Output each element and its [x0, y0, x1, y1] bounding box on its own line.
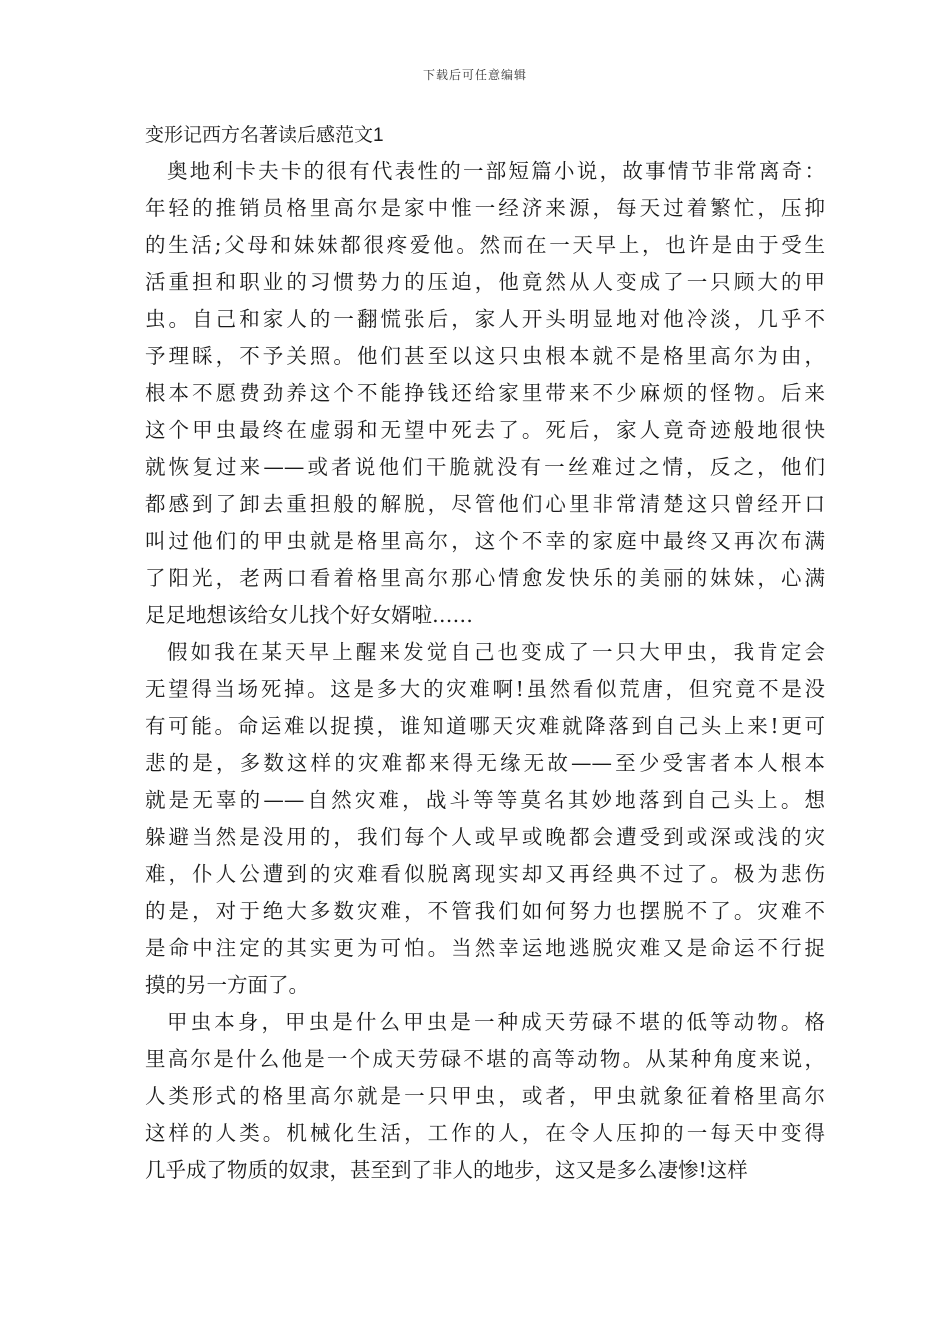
paragraph-line: 人类形式的格里高尔就是一只甲虫，或者，甲虫就象征着格里高尔 [145, 1084, 825, 1108]
paragraph-line: 就是无辜的——自然灾难，战斗等等莫名其妙地落到自己头上。想 [145, 788, 825, 812]
paragraph-line: 就恢复过来——或者说他们干脆就没有一丝难过之情，反之，他们 [145, 455, 825, 479]
paragraph-line: 这样的人类。机械化生活，工作的人，在令人压抑的一每天中变得 [145, 1121, 825, 1145]
paragraph-line: 难，仆人公遭到的灾难看似脱离现实却又再经典不过了。极为悲伤 [145, 862, 825, 886]
paragraph-line: 的生活;父母和妹妹都很疼爱他。然而在一天早上，也许是由于受生 [145, 233, 825, 257]
paragraph-line: 予理睬，不予关照。他们甚至以这只虫根本就不是格里高尔为由， [145, 344, 825, 368]
paragraph-line: 摸的另一方面了。 [145, 973, 309, 997]
paragraph-line: 无望得当场死掉。这是多大的灾难啊!虽然看似荒唐，但究竟不是没 [145, 677, 825, 701]
paragraph-line: 这个甲虫最终在虚弱和无望中死去了。死后，家人竟奇迹般地很快 [145, 418, 825, 442]
paragraph-line: 是命中注定的其实更为可怕。当然幸运地逃脱灾难又是命运不行捉 [145, 936, 825, 960]
paragraph-line: 年轻的推销员格里高尔是家中惟一经济来源，每天过着繁忙，压抑 [145, 196, 825, 220]
paragraph-line: 根本不愿费劲养这个不能挣钱还给家里带来不少麻烦的怪物。后来 [145, 381, 825, 405]
paragraph-line: 悲的是，多数这样的灾难都来得无缘无故——至少受害者本人根本 [145, 751, 825, 775]
paragraph-line: 里高尔是什么他是一个成天劳碌不堪的高等动物。从某种角度来说， [145, 1047, 825, 1071]
paragraph-line: 了阳光，老两口看着格里高尔那心情愈发快乐的美丽的妹妹，心满 [145, 566, 825, 590]
title-number: 1 [373, 125, 384, 146]
paragraph-line: 的是，对于绝大多数灾难，不管我们如何努力也摆脱不了。灾难不 [145, 899, 825, 923]
paragraph-line: 几乎成了物质的奴隶，甚至到了非人的地步，这又是多么凄惨!这样 [145, 1158, 748, 1182]
page-header-note: 下载后可任意编辑 [422, 68, 527, 82]
paragraph [145, 153, 825, 634]
paragraph [145, 634, 825, 1004]
paragraph-line: 有可能。命运难以捉摸，谁知道哪天灾难就降落到自己头上来!更可 [145, 714, 825, 738]
paragraph-line: 叫过他们的甲虫就是格里高尔，这个不幸的家庭中最终又再次布满 [145, 529, 825, 553]
title-text: 变形记西方名著读后感范文 [145, 124, 374, 146]
paragraph-line: 躲避当然是没用的，我们每个人或早或晚都会遭受到或深或浅的灾 [145, 825, 825, 849]
paragraph [145, 1004, 825, 1189]
paragraph-line: 假如我在某天早上醒来发觉自己也变成了一只大甲虫，我肯定会 [167, 640, 825, 664]
document-title [145, 118, 825, 153]
paragraph-line: 足足地想该给女儿找个好女婿啦…… [145, 603, 473, 627]
paragraph-line: 甲虫本身，甲虫是什么甲虫是一种成天劳碌不堪的低等动物。格 [167, 1010, 825, 1034]
document-body [145, 118, 825, 1189]
paragraph-line: 奥地利卡夫卡的很有代表性的一部短篇小说，故事情节非常离奇： [167, 159, 825, 183]
paragraph-list [145, 153, 825, 1189]
paragraph-line: 虫。自己和家人的一翻慌张后，家人开头明显地对他冷淡，几乎不 [145, 307, 825, 331]
paragraph-line: 都感到了卸去重担般的解脱，尽管他们心里非常清楚这只曾经开口 [145, 492, 825, 516]
paragraph-line: 活重担和职业的习惯势力的压迫，他竟然从人变成了一只顾大的甲 [145, 270, 825, 294]
